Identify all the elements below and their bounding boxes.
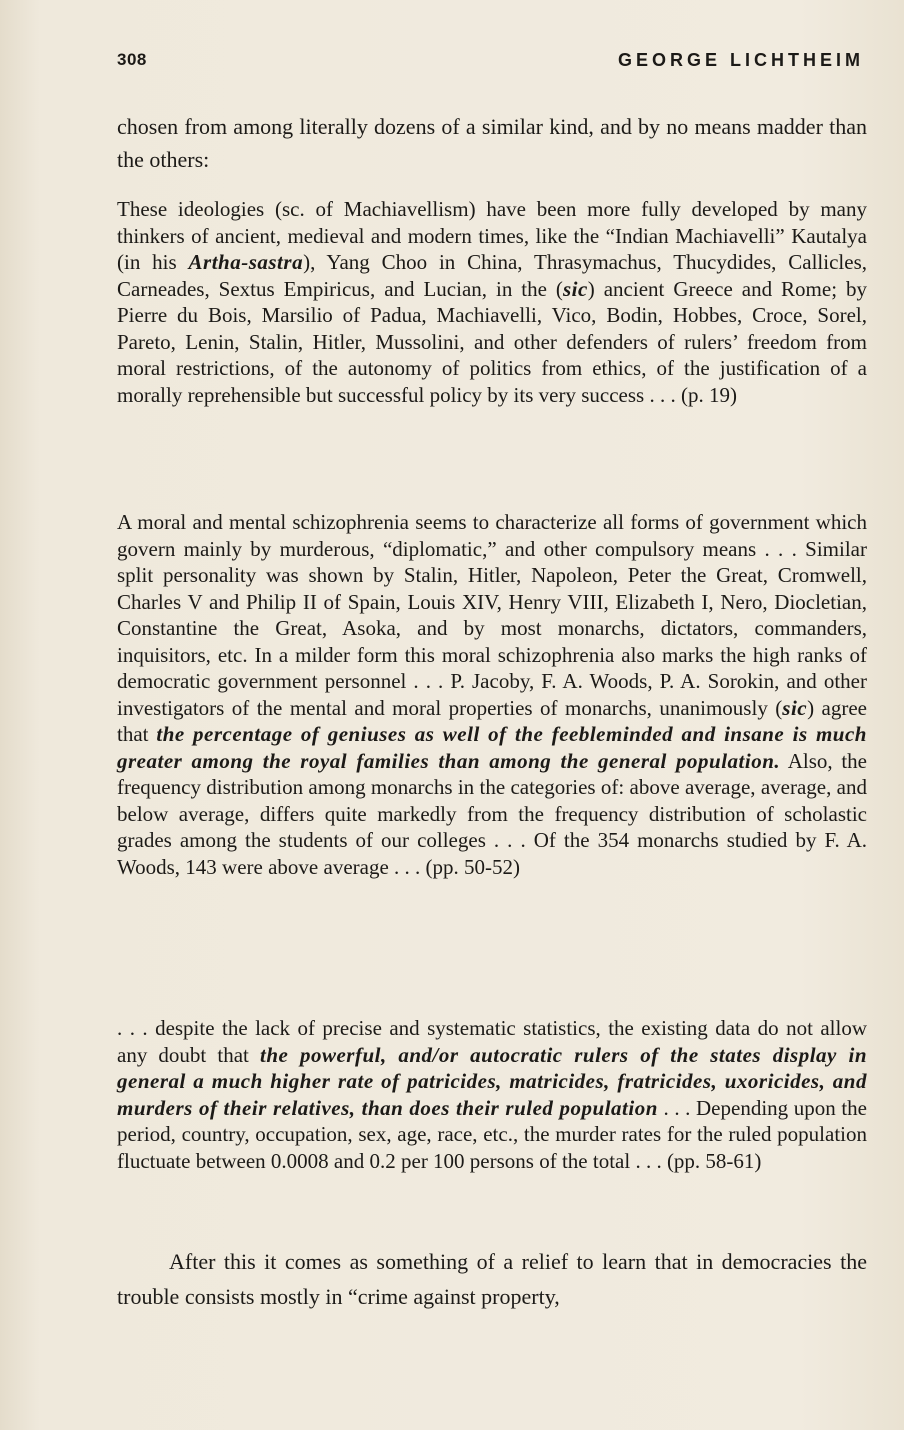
quote-italic: sic — [782, 695, 808, 720]
quote-text: . . . Depending upon the period, country, occupation, sex, age, race, etc., the murder rates for the ruled population fluctuate between 0.0008 and 0.2 per 100 persons of the total . . . (pp. 58-61) — [117, 1095, 867, 1173]
quote-text: These ideologies (sc. of Machiavellism) have been more fully developed by many thinkers of ancient, medieval and modern times, like the “Indian Machiavelli” Kautalya (in his — [117, 197, 867, 274]
running-head: GEORGE LICHTHEIM — [617, 50, 864, 70]
closing-paragraph: After this it comes as something of a relief to learn that in democracies the trouble consists mostly in “crime against property, — [117, 1249, 867, 1309]
block-quote-3 — [117, 1015, 867, 1174]
quote-italic: Artha-sastra — [188, 250, 304, 274]
page-number: 308 — [117, 50, 147, 69]
block-quote-2 — [117, 509, 867, 880]
intro-paragraph: chosen from among literally dozens of a similar kind, and by no means madder than the others: — [117, 114, 867, 172]
quote-italic: the powerful, and/or autocratic rulers of the states display in general a much higher rate of patricides, matricides, fratricides, uxoricides, and murders of their relatives, than does their ruled population — [117, 1042, 867, 1120]
quote-text: ) ancient Greece and Rome; by Pierre du Bois, Marsilio of Padua, Machiavelli, Vico, Bodin, Hobbes, Croce, Sorel, Pareto, Lenin, Stalin, Hitler, Mussolini, and other defenders of rulers’ freedom from moral restrictions, of the autonomy of politics from ethics, of the justification of a morally reprehensible but successful policy by its very success . . . (p. 19) — [117, 276, 867, 407]
quote-italic: sic — [562, 276, 588, 301]
quote-text: Also, the frequency distribution among monarchs in the categories of: above average, average, and below average, differs quite markedly from the frequency distribution of scholastic grades among the students of our colleges . . . Of the 354 monarchs studied by F. A. Woods, 143 were above average . . . (pp. 50-52) — [117, 748, 867, 879]
quote-text: ), Yang Choo in China, Thrasymachus, Thucydides, Callicles, Carneades, Sextus Empiricus, and Lucian, in the ( — [117, 250, 867, 301]
page-header — [117, 50, 864, 80]
quote-text: . . . despite the lack of precise and systematic statistics, the existing data do not allow any doubt that — [117, 1016, 867, 1067]
quote-italic: the percentage of geniuses as well of the feebleminded and insane is much greater among the royal families than among the general population. — [117, 722, 867, 773]
quote-text: ) agree that — [117, 695, 867, 746]
quote-text: A moral and mental schizophrenia seems to characterize all forms of government which govern mainly by murderous, “diplomatic,” and other compulsory means . . . Similar split personality was shown by Stalin, Hitler, Napoleon, Peter the Great, Cromwell, Charles V and Philip II of Spain, Louis XIV, Henry VIII, Elizabeth I, Nero, Diocletian, Constantine the Great, Asoka, and by most monarchs, dictators, commanders, inquisitors, etc. In a milder form this moral schizophrenia also marks the high ranks of democratic government personnel . . . P. Jacoby, F. A. Woods, P. A. Sorokin, and other investigators of the mental and moral properties of monarchs, unanimously ( — [117, 510, 867, 720]
block-quote-1 — [117, 196, 867, 408]
